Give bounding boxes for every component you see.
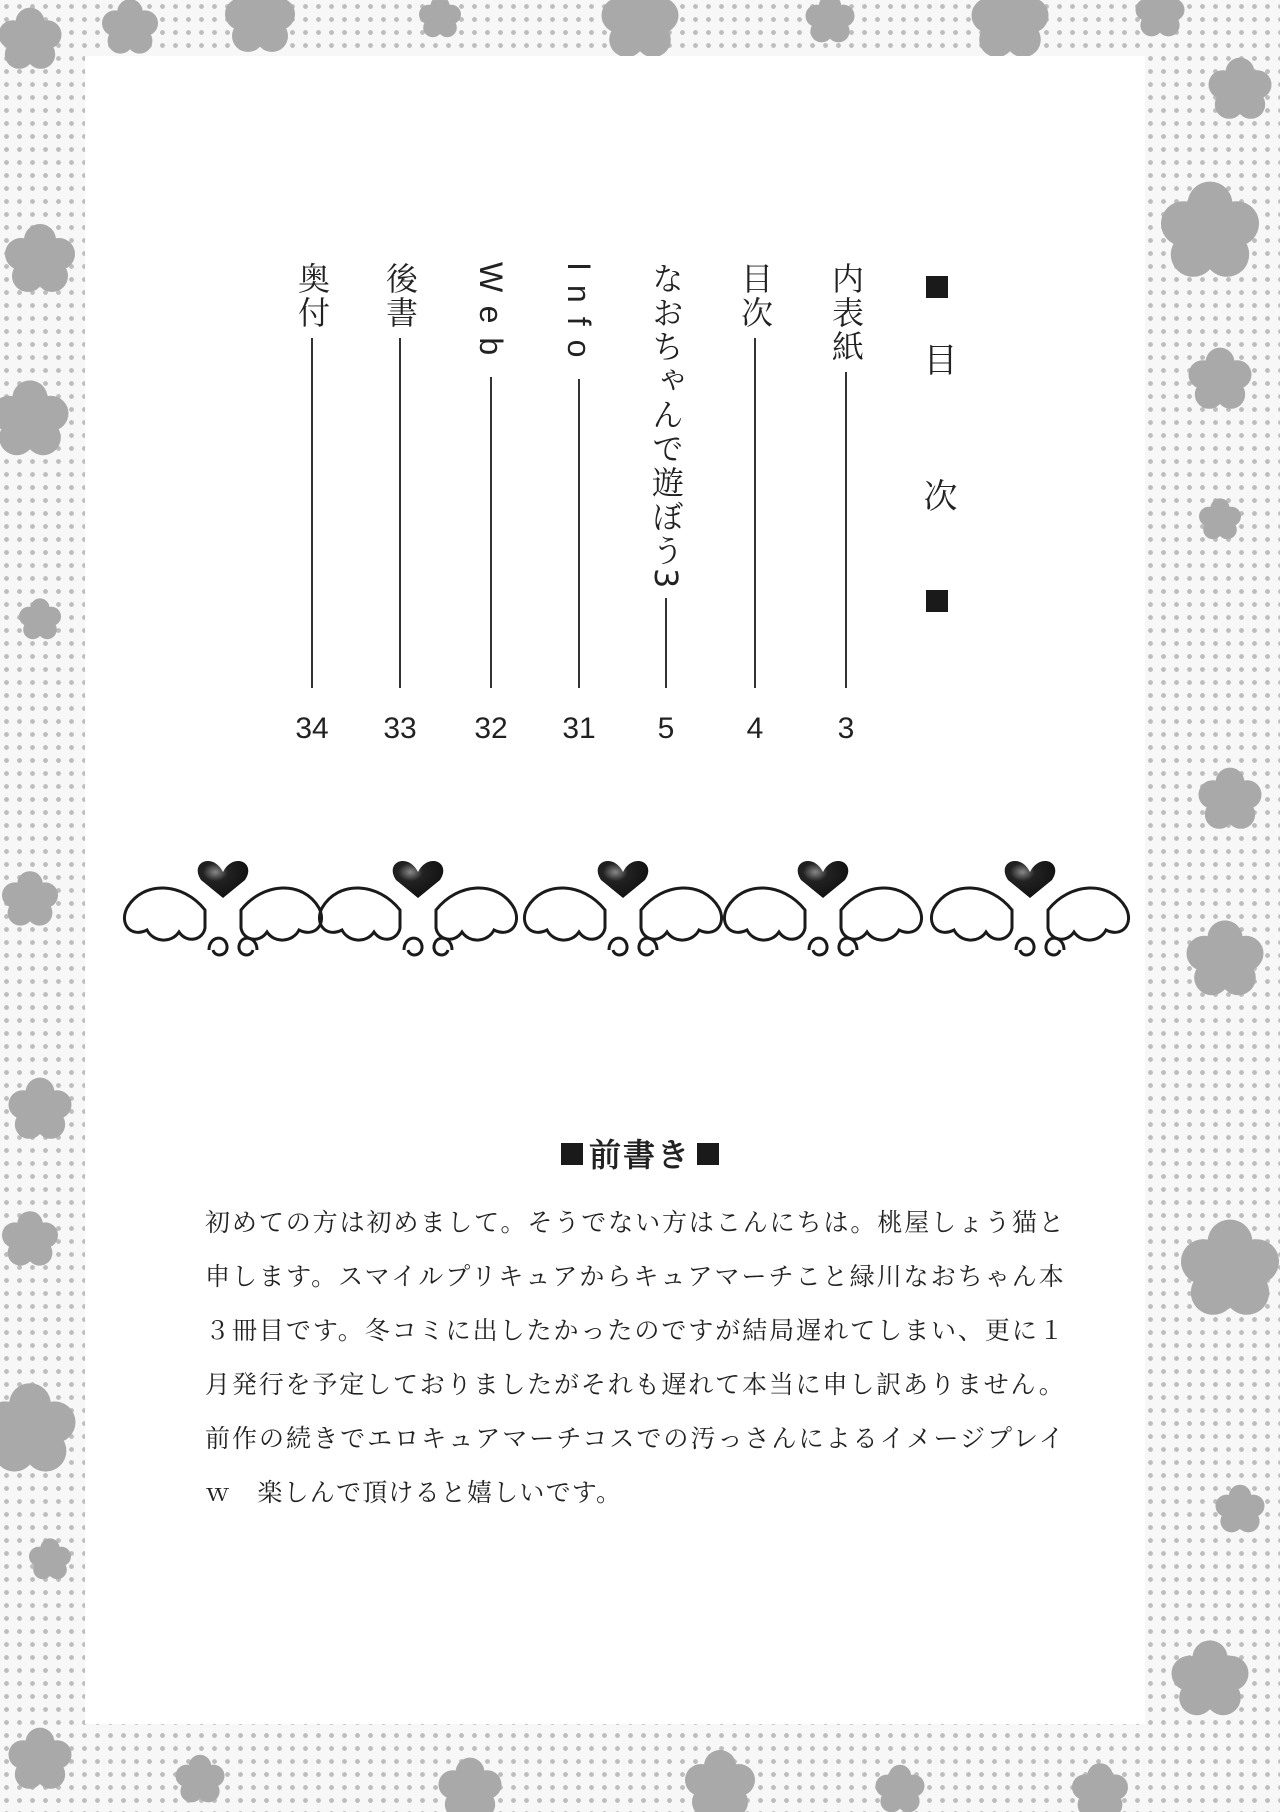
toc-item-page: 5 xyxy=(657,712,675,745)
toc-item-label: 目次 xyxy=(736,262,774,330)
winged-heart-divider xyxy=(118,840,1138,960)
winged-heart-icon xyxy=(931,861,1128,955)
square-bullet-icon xyxy=(697,1143,719,1165)
toc-item-label: 後書 xyxy=(381,262,419,330)
leader-line xyxy=(665,598,667,688)
toc-item-label: Info xyxy=(561,262,597,372)
leader-line xyxy=(399,338,401,688)
toc-title xyxy=(915,262,959,626)
leader-line xyxy=(845,372,847,688)
toc-item xyxy=(554,262,604,746)
toc-item xyxy=(730,262,780,746)
toc-item xyxy=(287,262,337,746)
square-bullet-icon xyxy=(926,590,948,612)
square-bullet-icon xyxy=(926,276,948,298)
toc-item xyxy=(821,262,871,746)
toc-item-page: 3 xyxy=(837,712,855,745)
toc-item-page: 4 xyxy=(746,712,764,745)
winged-heart-icon xyxy=(319,861,516,955)
winged-heart-icon xyxy=(724,861,921,955)
toc-item-page: 33 xyxy=(383,712,417,745)
toc-item xyxy=(375,262,425,746)
winged-heart-icon xyxy=(524,861,721,955)
square-bullet-icon xyxy=(561,1143,583,1165)
toc-item-page: 32 xyxy=(474,712,508,745)
toc-item-page: 34 xyxy=(295,712,329,745)
preface-heading-text: 前書き xyxy=(588,1136,691,1174)
toc-item xyxy=(641,262,691,746)
leader-line xyxy=(578,379,580,688)
leader-line xyxy=(311,338,313,688)
winged-heart-icon xyxy=(124,861,321,955)
toc-title-text: 目 次 xyxy=(917,342,957,546)
toc-item-page: 31 xyxy=(562,712,596,745)
toc-item-label: 奥付 xyxy=(293,262,331,330)
leader-line xyxy=(754,338,756,688)
leader-line xyxy=(490,377,492,688)
toc-item xyxy=(466,262,516,746)
toc-item-label: Web xyxy=(473,262,509,370)
toc-item-label: 内表紙 xyxy=(827,262,865,364)
toc-item-label: なおちゃんで遊ぼう3 xyxy=(647,262,685,591)
preface-body: 初めての方は初めまして。そうでない方はこんにちは。桃屋しょう猫と申します。スマイルプリキュアからキュアマーチこと緑川なおちゃん本３冊目です。冬コミに出したかったのですが結局遅れてしまい、更に１月発行を予定しておりましたがそれも遅れて本当に申し訳ありません。前作の続きでエロキュアマーチコスでの汚っさんによるイメージプレイｗ 楽しんで頂けると嬉しいです。 xyxy=(205,1208,1065,1507)
preface-heading xyxy=(0,1130,1280,1176)
